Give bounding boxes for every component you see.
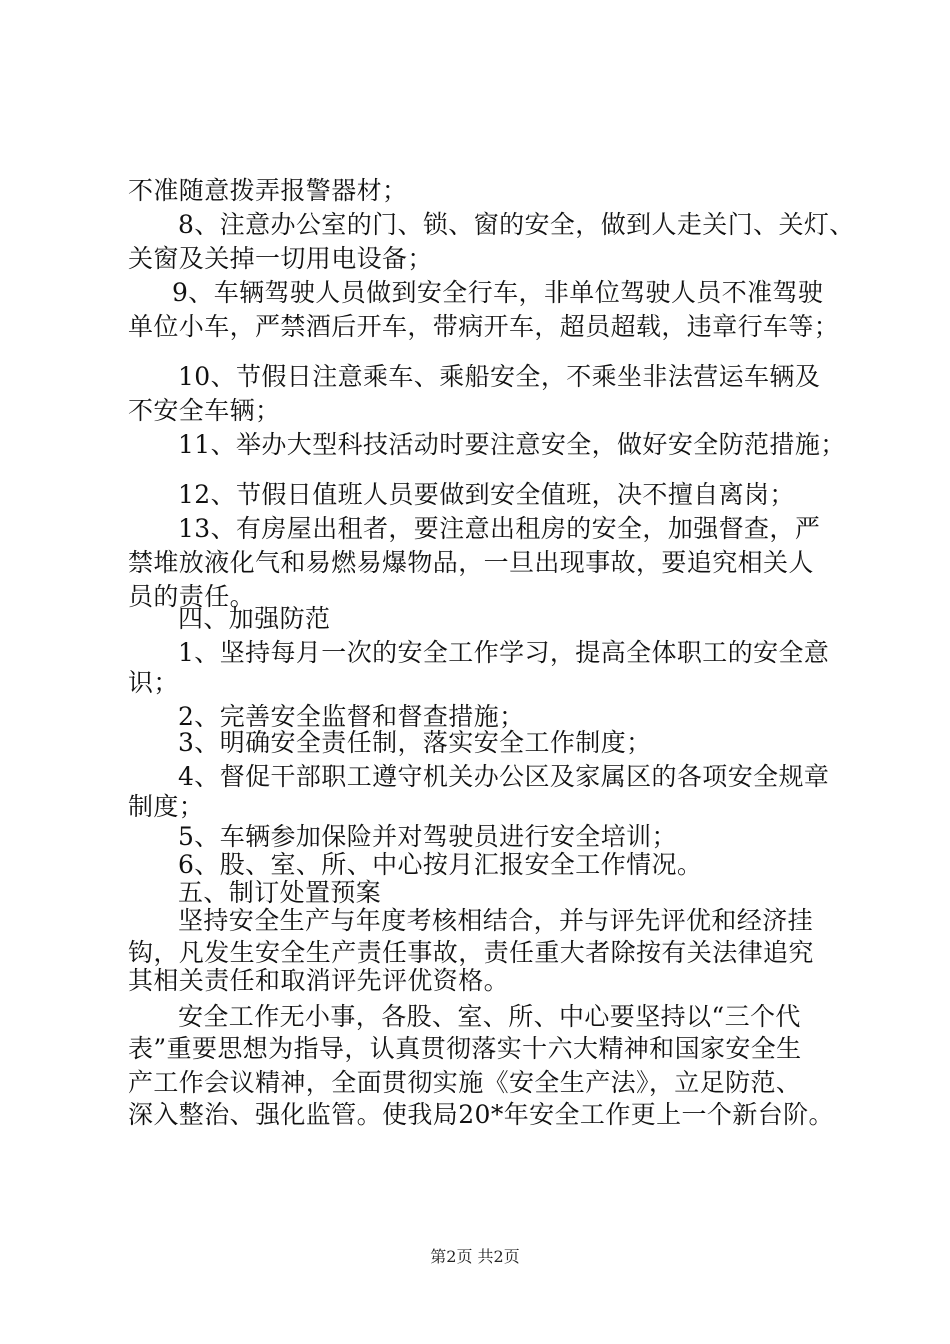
text-line: 制度； [128, 792, 205, 821]
text-line: 3、明确安全责任制，落实安全工作制度； [178, 728, 652, 757]
page-number-footer: 第2页 共2页 [430, 1247, 520, 1266]
text-line: 1、坚持每月一次的安全工作学习，提高全体职工的安全意 [178, 638, 830, 667]
text-line: 禁堆放液化气和易燃易爆物品，一旦出现事故，要追究相关人 [128, 548, 814, 577]
text-line: 11、举办大型科技活动时要注意安全，做好安全防范措施； [178, 430, 846, 459]
text-line: 单位小车，严禁酒后开车，带病开车，超员超载，违章行车等； [128, 312, 840, 341]
text-line: 8、注意办公室的门、锁、窗的安全，做到人走关门、关灯、 [178, 210, 855, 239]
text-line: 9、车辆驾驶人员做到安全行车，非单位驾驶人员不准驾驶 [172, 278, 824, 307]
text-line: 不安全车辆； [128, 396, 281, 425]
text-line: 4、督促干部职工遵守机关办公区及家属区的各项安全规章 [178, 762, 830, 791]
text-line: 产工作会议精神，全面贯彻实施《安全生产法》，立足防范、 [128, 1068, 802, 1097]
text-line: 5、车辆参加保险并对驾驶员进行安全培训； [178, 822, 677, 851]
text-line: 关窗及关掉一切用电设备； [128, 244, 433, 273]
text-line: 不准随意拨弄报警器材； [128, 176, 408, 205]
text-line: 员的责任。 [128, 582, 256, 611]
text-line: 6、股、室、所、中心按月汇报安全工作情况。 [178, 850, 703, 879]
text-line: 表”重要思想为指导，认真贯彻落实十六大精神和国家安全生 [128, 1034, 802, 1063]
section-heading: 五、制订处置预案 [178, 878, 382, 907]
text-line: 13、有房屋出租者，要注意出租房的安全，加强督查，严 [178, 514, 821, 543]
text-line: 安全工作无小事，各股、室、所、中心要坚持以“三个代 [178, 1002, 801, 1031]
text-line: 其相关责任和取消评先评优资格。 [128, 966, 510, 995]
text-line: 钩，凡发生安全生产责任事故，责任重大者除按有关法律追究 [128, 938, 814, 967]
text-line: 2、完善安全监督和督查措施； [178, 702, 525, 731]
text-line: 坚持安全生产与年度考核相结合，并与评先评优和经济挂 [178, 906, 814, 935]
text-line: 10、节假日注意乘车、乘船安全，不乘坐非法营运车辆及 [178, 362, 821, 391]
section-heading: 四、加强防范 [178, 604, 331, 633]
text-line: 识； [128, 668, 179, 697]
text-line: 深入整治、强化监管。使我局20*年安全工作更上一个新台阶。 [128, 1100, 834, 1129]
text-line: 12、节假日值班人员要做到安全值班，决不擅自离岗； [178, 480, 795, 509]
